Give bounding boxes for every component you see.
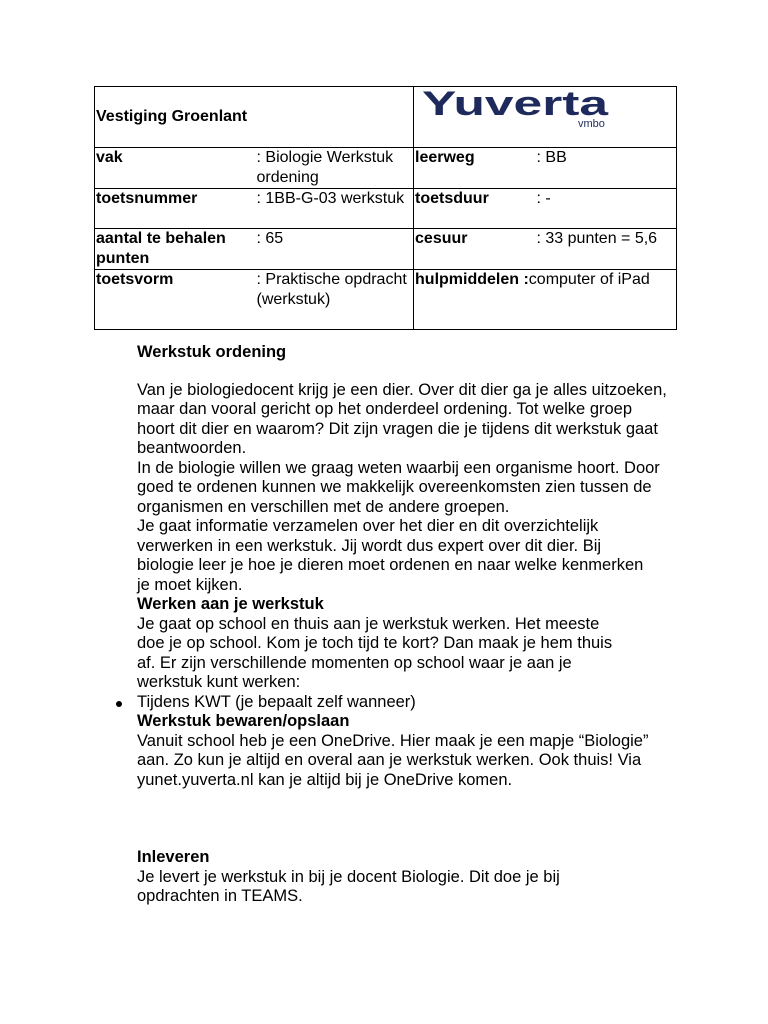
label-hulpmiddelen: hulpmiddelen <box>415 271 520 288</box>
label-toetsduur: toetsduur <box>414 189 536 229</box>
table-row <box>95 229 677 270</box>
section-heading-werken: Werken aan je werkstuk <box>137 595 324 613</box>
label-aantal-punten: aantal te behalen punten <box>95 229 256 270</box>
section-text-werken: Je gaat op school en thuis aan je werkstuk werken. Het meeste doe je op school. Kom je toch tijd te kort? Dan maak je hem thuis af. Er zijn verschillende momenten op school waar je aan je werkstuk kunt werken: <box>137 614 613 691</box>
section-text-bewaren: Vanuit school heb je een OneDrive. Hier maak je een mapje “Biologie” aan. Zo kun je altijd en overal aan je werkstuk werken. Ook thuis! Via yunet.yuverta.nl kan je altijd bij je OneDrive komen. <box>137 731 649 789</box>
document-body <box>137 343 697 907</box>
bullet-icon <box>116 701 122 707</box>
intro-paragraph-3: Je gaat informatie verzamelen over het dier en dit overzichtelijk verwerken in een werkstuk. Jij wordt dus expert over dit dier. Bij biologie leer je hoe je dieren moet ordenen en naar welke kenmerken je moet kijken. <box>137 517 644 594</box>
value-toetsnummer: : 1BB-G-03 werkstuk <box>256 189 414 229</box>
value-toetsvorm: : Praktische opdracht (werkstuk) <box>256 270 414 330</box>
section-heading-bewaren: Werkstuk bewaren/opslaan <box>137 712 350 730</box>
logo-subtitle: vmbo <box>578 118 605 130</box>
document-title: Werkstuk ordening <box>137 343 287 361</box>
value-cesuur: : 33 punten = 5,6 <box>536 229 677 270</box>
header-title-row <box>95 87 677 148</box>
school-name: Vestiging Groenlant <box>95 87 414 148</box>
table-row <box>95 148 677 189</box>
table-row <box>95 270 677 330</box>
table-row <box>95 189 677 229</box>
yuverta-logo <box>420 89 620 133</box>
bullet-item: Tijdens KWT (je bepaalt zelf wanneer) <box>137 692 416 711</box>
label-vak: vak <box>95 148 256 189</box>
hulpmiddelen-cell <box>414 270 677 330</box>
section-heading-inleveren: Inleveren <box>137 848 210 866</box>
value-leerweg: : BB <box>536 148 677 189</box>
value-vak: : Biologie Werkstuk ordening <box>256 148 414 189</box>
value-hulpmiddelen: computer of iPad <box>528 271 650 288</box>
logo-cell <box>414 87 677 148</box>
value-toetsduur: : - <box>536 189 677 229</box>
hulpmiddelen-colon: : <box>523 271 529 288</box>
section-text-inleveren: Je levert je werkstuk in bij je docent Biologie. Dit doe je bij opdrachten in TEAMS. <box>137 867 560 905</box>
label-toetsnummer: toetsnummer <box>95 189 256 229</box>
label-toetsvorm: toetsvorm <box>95 270 256 330</box>
label-cesuur: cesuur <box>414 229 536 270</box>
intro-paragraph-1: Van je biologiedocent krijg je een dier. Over dit dier ga je alles uitzoeken, maar dan vooral gericht op het onderdeel ordening. Tot welke groep hoort dit dier en waarom? Dit zijn vragen die je tijdens dit werkstuk gaat beantwoorden. <box>137 380 667 457</box>
header-table <box>94 86 677 330</box>
logo-wordmark: Yuverta <box>422 89 610 123</box>
label-leerweg: leerweg <box>414 148 536 189</box>
intro-paragraph-2: In de biologie willen we graag weten waarbij een organisme hoort. Door goed te ordenen kunnen we makkelijk overeenkomsten zien tussen de organismen en verschillen met de andere groepen. <box>137 458 660 516</box>
value-aantal-punten: : 65 <box>256 229 414 270</box>
